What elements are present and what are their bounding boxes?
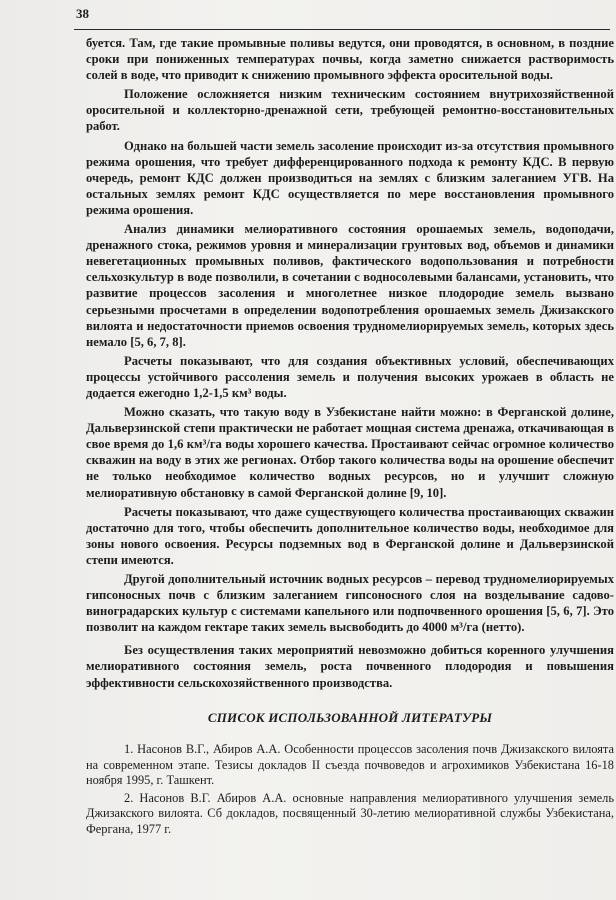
paragraph-2: Положение осложняется низким техническим состоянием внутрихозяйственной оросительной и коллекторно-дренажной сети, требующей ремонтно-восстановительных работ. [86, 87, 614, 134]
paragraph-1: буется. Там, где такие промывные поливы ведутся, они проводятся, в основном, в поздние сроки при пониженных температурах почвы, когда заметно снижается растворимость солей в воде, что приводит к снижению промывного эффекта оросительной воды. [86, 36, 614, 83]
paragraph-3: Однако на большей части земель засоление происходит из-за отсутствия промывного режима орошения, что требует дифференцированного подхода к ремонту КДС. В первую очередь, ремонт КДС должен производиться на землях с близким залеганием УГВ. На остальных землях ремонт КДС осуществляется по мере восстановления промывного режима орошения. [86, 138, 614, 217]
paragraph-8: Другой дополнительный источник водных ресурсов – перевод трудномелиорируемых гипсоносных почв с близким залеганием гипсоносного слоя на возделывание садово-виноградарских культур с системами капельного или подпочвенного орошения [5, 6, 7]. Это позволит на каждом гектаре таких земель высвободить до 4000 м³/га (нетто). [86, 572, 614, 635]
references-heading: СПИСОК ИСПОЛЬЗОВАННОЙ ЛИТЕРАТУРЫ [207, 710, 493, 725]
reference-item-2: 2. Насонов В.Г. Абиров А.А. основные направления мелиоративного улучшения земель Джизакского вилоята. Сб докладов, посвященный 30-летию мелиоративной службы Узбекистана, Фергана, 1977 г. [86, 790, 614, 836]
paragraph-7: Расчеты показывают, что даже существующего количества простаивающих скважин достаточно для того, чтобы обеспечить дополнительное количество воды, необходимое для зоны нового освоения. Ресурсы подземных вод в Ферганской долине и Дальверзинской степи имеются. [86, 504, 614, 567]
paragraph-9: Без осуществления таких мероприятий невозможно добиться коренного улучшения мелиоративного состояния земель, роста почвенного плодородия и повышения эффективности сельскохозяйственного производства. [86, 643, 614, 690]
header-rule [74, 29, 610, 30]
reference-item-1: 1. Насонов В.Г., Абиров А.А. Особенности процессов засоления почв Джизакского вилоята на современном этапе. Тезисы докладов II съезда почвоведов и агрохимиков Узбекистана 16-18 ноября 1995, г. Ташкент. [86, 742, 614, 788]
page-number: 38 [76, 6, 89, 21]
references-list [86, 742, 614, 840]
paragraph-4: Анализ динамики мелиоративного состояния орошаемых земель, водоподачи, дренажного стока, режимов уровня и минерализации грунтовых вод, объемов и динамики невегетационных промывных поливов, фактического водопользования и потребности сельхозкультур в воде позволили, в сочетании с водносолевыми балансами, установить, что развитие процессов засоления и многолетнее низкое плодородие земель вызвано серьезными просчетами в определении водопотребления орошаемых земель Джизакского вилоята и недостаточности приемов освоения трудномелиорируемых земель, которых здесь немало [5, 6, 7, 8]. [86, 222, 614, 349]
paragraph-5: Расчеты показывают, что для создания объективных условий, обеспечивающих процессы устойчивого рассоления земель и получения высоких урожаев в область не додается ежегодно 1,2-1,5 км³ воды. [86, 353, 614, 400]
body-text [86, 35, 614, 694]
paragraph-6: Можно сказать, что такую воду в Узбекистане найти можно: в Ферганской долине, Дальверзинской степи практически не работает мощная система дренажа, откачивающая в свое время до 1,6 км³/га воды хорошего качества. Простаивают сейчас огромное количество скважин на воду в этих же регионах. Отбор такого количества воды на орошение обеспечит не только необходимое количество водных ресурсов, но и улучшит сложную мелиоративную обстановку в самой Ферганской долине [9, 10]. [86, 405, 614, 500]
